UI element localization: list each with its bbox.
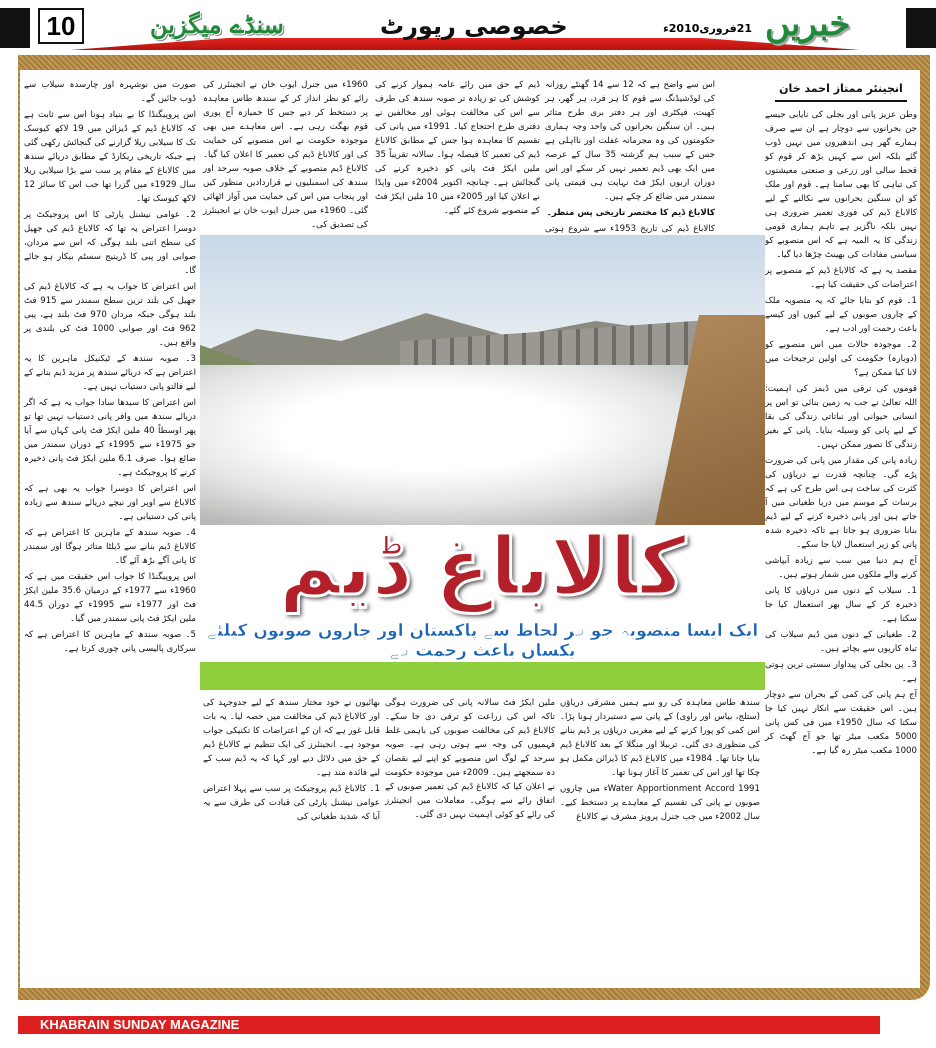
paragraph: 5۔ صوبہ سندھ کے ماہرین کا اعتراض ہے کہ سرکاری پالیسی پانی چوری کرتا ہے۔: [24, 630, 196, 654]
paragraph: 2۔ عوامی نیشنل پارٹی کا اس پروجیکٹ پر دوسرا اعتراض یہ تھا کہ کالاباغ ڈیم کی جھیل کی سطح اتنی بلند ہوگی کہ اس سے مردان، صوابی اور پبی کا ڈرینیج سسٹم بیکار ہو جائے گا۔: [24, 210, 196, 276]
header-corner-left: [0, 8, 30, 48]
paragraph: اس پروپیگنڈا کا بے بنیاد ہونا اس سے ثابت ہے کہ کالاباغ ڈیم کے ڈیزائن میں 19 لاکھ کیوسک تک کا سیلابی ریلا گزارنے کی گنجائش رکھی گئی ہے جبکہ تاریخی ریکارڈ کے مطابق دریائے سندھ میں کالاباغ کے مقام پر سب سے بڑا سیلابی ریلا سال 1929ء میں گزرا تھا جب اس کا سائز 12 لاکھ کیوسک تھا۔: [24, 110, 196, 204]
column-bottom-1: [560, 696, 760, 988]
paragraph: 1۔ سیلاب کے دنوں میں دریاؤں کا پانی ذخیرہ کر کے سال بھر استعمال کیا جا سکتا ہے۔: [765, 586, 917, 624]
subheadline: ایک ایسا منصوبہ جو ہر لحاظ سے پاکستان اور چاروں صوبوں کیلئے یکساں باعث رحمت ہے: [206, 621, 759, 661]
paragraph: مقصد یہ ہے کہ کالاباغ ڈیم کے منصوبے پر اعتراضات کی حقیقت کیا ہے۔: [765, 266, 917, 290]
paragraph: وطن عزیز پانی اور بجلی کی نایابی جیسے جن بحرانوں سے دوچار ہے ان سے صرف ہمارے گھر ہی اندھیروں میں نہیں ڈوب گئے بلکہ اس سے کہیں بڑھ کر قوم کو قحط سالی اور زرعی و صنعتی معیشتوں کی تباہی کا بھی سامنا ہے۔ قوم اور ملک کو ان سنگین بحرانوں سے نکالنے کے لیے کالاباغ ڈیم کی فوری تعمیر ضروری ہی نہیں بلکہ ناگزیر ہے تاہم ہماری قومی زندگی کا یہ المیہ ہے کہ اس منصوبے کو سیاسی مفادات کی بھینٹ چڑھا دیا گیا۔: [765, 110, 917, 260]
paragraph: اس اعتراض کا جواب یہ ہے کہ کالاباغ ڈیم کی جھیل کی بلند ترین سطح سمندر سے 915 فٹ بلند ہوگی جبکہ مردان 970 فٹ بلند ہے، پبی 962 فٹ اور صوابی 1000 فٹ کی بلندی پر واقع ہیں۔: [24, 282, 196, 348]
paragraph: 3۔ صوبہ سندھ کے ٹیکنیکل ماہرین کا یہ اعتراض ہے کہ دریائے سندھ پر مزید ڈیم بنانے کے لیے فالتو پانی دستیاب نہیں ہے۔: [24, 354, 196, 392]
header-corner-right: [906, 8, 936, 48]
column-left: [24, 78, 196, 988]
footer-label: KHABRAIN SUNDAY MAGAZINE: [40, 1017, 240, 1032]
column-bottom-2: [385, 696, 555, 988]
paragraph: اس اعتراض کا سیدھا سادا جواب یہ ہے کہ اگر دریائے سندھ میں وافر پانی دستیاب نہیں تھا تو پھر اوسطاً 40 ملین ایکڑ فٹ پانی کہاں سے آیا جو 1975ء سے 1995ء کے دوران سمندر میں ضائع ہوا۔ صرف 6.1 ملین ایکڑ فٹ پانی ذخیرہ کرنے کا پروجیکٹ ہے۔: [24, 398, 196, 478]
page-number: 10: [38, 8, 84, 44]
paragraph: 1۔ قوم کو بتایا جائے کہ یہ منصوبہ ملک کے چاروں صوبوں کے لیے کیوں اور کیسے باعث رحمت اور ادب ہے۔: [765, 296, 917, 334]
paragraph: 1۔ کالاباغ ڈیم پروجیکٹ پر سب سے پہلا اعتراض عوامی نیشنل پارٹی کی قیادت کی طرف سے یہ آیا کہ شدید طغیانی کی: [203, 784, 380, 822]
paragraph: 2۔ موجودہ حالات میں اس منصوبے کو (دوبارہ) حکومت کی اولین ترجیحات میں لانا کیا ممکن ہے؟: [765, 340, 917, 378]
subheadline-band: [200, 662, 765, 690]
byline: انجینئر ممتاز احمد خان: [775, 82, 907, 102]
paragraph: ڈیم کے حق میں رائے عامہ ہموار کرنے کی کوشش کی تو زیادہ تر صوبہ سندھ کی طرف سے اس کی مخالفت ہوئی اور مخالفین نے دفتری طرح احتجاج کیا۔ 1991ء میں پانی کی تقسیم کا معاہدہ ہوا جس کے مطابق کالاباغ ڈیم کی تعمیر کا فیصلہ ہوا۔ سالانہ تقریباً 35 ملین ایکڑ فٹ پانی کو ذخیرہ کرنے کی گنجائش ہے۔ چنانچہ اکتوبر 2004ء میں واپڈا نے اعلان کیا اور 2005ء میں 10 ملین ایکڑ فٹ کے منصوبے شروع کئے گئے۔: [375, 80, 540, 216]
paragraph: بھائیوں نے خود مختار سندھ کے لیے جدوجہد کی اور کالاباغ ڈیم کی مخالفت میں حصہ لیا۔ یہ بات قابل غور ہے کہ ان کے اعتراضات کا تکنیکی جواب موجود ہے۔ انجینئرز کی ایک تنظیم نے کالاباغ ڈیم کے حق میں دلائل دیے اور کہا کہ یہ ڈیم سب کے لیے فائدہ مند ہے۔: [203, 698, 380, 778]
newspaper-logo: خبریں: [765, 4, 851, 44]
paragraph: Water Apportionment Accord 1991ء میں چاروں صوبوں نے پانی کی تقسیم کے معاہدے پر دستخط کیے۔ سال 2002ء میں جب جنرل پرویز مشرف نے کالاباغ: [560, 784, 760, 822]
paragraph: اس سے واضح ہے کہ 12 سے 14 گھنٹے روزانہ کی لوڈشیڈنگ سے قوم کا ہر فرد، ہر گھر، ہر کھیت، فیکٹری اور ہر دفتر بری طرح متاثر ہیں۔ ان سنگین بحرانوں کی واحد وجہ ہماری حکومتوں کی وہ مجرمانہ غفلت اور نااہلی ہے جس کے سبب ہم گزشتہ 35 سال کے عرصہ میں ایک بھی ڈیم تعمیر نہیں کر سکے اور اس دوران اربوں ایکڑ فٹ نہایت ہی قیمتی پانی سمندر میں ضائع کر چکے ہیں۔: [545, 80, 715, 202]
column-top-2: [375, 78, 540, 233]
page-header: [0, 0, 936, 50]
paragraph: 4۔ صوبہ سندھ کے ماہرین کا اعتراض ہے کہ کالاباغ ڈیم بنانے سے ڈیلٹا متاثر ہوگا اور سمندر کا پانی آگے بڑھ آئے گا۔: [24, 528, 196, 566]
column-bottom-3: [203, 696, 380, 988]
paragraph: آج ہم دنیا میں سب سے زیادہ آبپاشی کرنے والے ملکوں میں شمار ہوتے ہیں۔: [765, 556, 917, 580]
paragraph: اس اعتراض کا دوسرا جواب یہ بھی ہے کہ کالاباغ سے اوپر اور نیچے دریائے سندھ سے زیادہ پانی کی دستیابی ہے۔: [24, 484, 196, 522]
paragraph: اس پروپیگنڈا کا جواب اس حقیقت میں ہے کہ 1960ء سے 1977ء کے درمیان 35.6 ملین ایکڑ فٹ اور 1977ء سے 1995ء کے دوران 44.5 ملین ایکڑ فٹ پانی سمندر میں گیا۔: [24, 572, 196, 624]
paragraph: قوموں کی ترقی میں ڈیمز کی اہمیت: اللہ تعالیٰ نے جب یہ زمین بنائی تو اس پر انسانی حیوانی اور نباتاتی زندگی کی بقا کے لیے پانی کو وسیلہ بنایا۔ پانی کے بغیر زندگی کا تصور ممکن نہیں۔: [765, 384, 917, 450]
paragraph: 3۔ پن بجلی کی پیداوار سستی ترین ہوتی ہے۔: [765, 660, 917, 684]
paragraph: سندھ طاس معاہدہ کی رو سے ہمیں مشرقی دریاؤں (ستلج، بیاس اور راوی) کے پانی سے دستبردار ہونا پڑا۔ اس کمی کو پورا کرنے کے لیے مغربی دریاؤں پر ڈیم بنانے کی منظوری دی گئی۔ تربیلا اور منگلا کے بعد کالاباغ ڈیم بنایا جانا تھا۔ 1984ء میں کالاباغ ڈیم کا ڈیزائن مکمل ہو چکا تھا اور اس کی تعمیر کا آغاز ہونا تھا۔: [560, 698, 760, 778]
paragraph: کالاباغ ڈیم کی تاریخ 1953ء سے شروع ہوتی: [545, 224, 716, 234]
section-title: خصوصی رپورٹ: [380, 12, 568, 40]
paragraph: زیادہ پانی کی مقدار میں پانی کی ضرورت پڑے گی۔ چنانچہ قدرت نے دریاؤں کی کثرت کی ساخت ہی اس طرح کی ہے کہ برسات کے موسم میں دریا طغیانی میں آ جاتے ہیں اور پانی ذخیرہ کرنے کے لیے ڈیم بنانا ضروری ہو جاتا ہے تاکہ ذخیرہ شدہ پانی کو زیر استعمال لایا جا سکے۔: [765, 456, 917, 550]
column-top-1: [545, 78, 715, 233]
column-top-3: [203, 78, 368, 233]
column-right: [765, 78, 917, 988]
footer-bar: [18, 1016, 880, 1034]
paragraph: 1960ء میں جنرل ایوب خان نے انجینئرز کی رائے کو نظر انداز کر کے سندھ طاس معاہدہ پر دستخط کر دیے جس کا خمیازہ آج پوری قوم بھگت رہی ہے۔ اس معاہدے میں بھی موجودہ حکومت نے اس منصوبے کی حمایت کی اور کالاباغ ڈیم کی تعمیر کا اعلان کیا گیا۔ کالاباغ ڈیم منصوبے کے خلاف صوبہ سرحد اور سندھ کی اسمبلیوں نے قراردادیں منظور کیں اور پنجاب میں اس کی حمایت میں آواز اٹھائی گئی۔ 1960ء میں جنرل ایوب خان نے انجینئرز کی تصدیق کی۔: [203, 80, 368, 230]
subheading: کالاباغ ڈیم کا مختصر تاریخی پس منظر۔: [546, 208, 715, 218]
paragraph: آج ہم پانی کی کمی کے بحران سے دوچار ہیں۔ اس حقیقت سے انکار نہیں کیا جا سکتا کہ سال 1950ء میں فی کس پانی 5000 مکعب میٹر تھا جو آج گھٹ کر 1000 مکعب میٹر رہ گیا ہے۔: [765, 690, 917, 756]
dam-photo: [200, 235, 765, 515]
magazine-name: سنڈے میگزین: [150, 10, 284, 39]
paragraph: ملین ایکڑ فٹ سالانہ پانی کی ضرورت ہوگی تاکہ اس کی زراعت کو ترقی دی جا سکے۔ کالاباغ ڈیم کی مخالفت صوبوں کی باہمی غلط فہمیوں کی وجہ سے ہوتی رہی ہے۔ صوبہ سرحد کے لوگ اس منصوبے کو اپنے لیے نقصان دہ سمجھتے ہیں۔ 2009ء میں موجودہ حکومت نے اعلان کیا کہ کالاباغ ڈیم کی تعمیر صوبوں کے اتفاق رائے سے ہوگی۔ معاملات میں انجینئرز کی رائے کو کوئی اہمیت نہیں دی گئی۔: [385, 698, 555, 820]
issue-date: 21فروری2010ء: [663, 22, 752, 35]
paragraph: 2۔ طغیانی کے دنوں میں ڈیم سیلاب کی تباہ کاریوں سے بچاتے ہیں۔: [765, 630, 917, 654]
paragraph: صورت میں نوشہرہ اور چارسدہ سیلاب سے ڈوب جائیں گے۔: [24, 80, 196, 104]
headline: کالاباغ ڈیم: [278, 520, 687, 613]
